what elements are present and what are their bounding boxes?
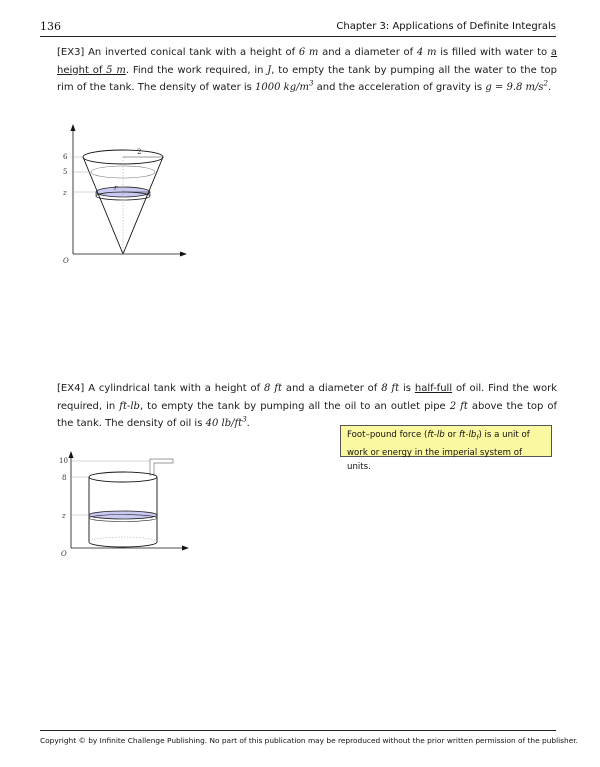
fig2-label-z: z <box>62 512 66 520</box>
example-4-text: [EX4] A cylindrical tank with a height of 8 ft and a diameter of 8 ft is half-full of oil. Find the work required, in ft-lb, to empty the tank by pumping all the oil to an outlet pipe 2 ft above the top of the tank. The density of oil is 40 $lb/ft^3$. <box>57 383 558 430</box>
fig1-label-fill: 5 <box>63 168 68 176</box>
ex4-height: 8 ft <box>264 383 282 394</box>
fig1-label-origin: O <box>63 257 69 265</box>
cylinder-top-rim <box>89 472 157 482</box>
fig1-label-radius: 2 <box>137 148 142 156</box>
fig1-label-r: r <box>114 184 118 192</box>
definition-note: Foot–pound force (ft-lb or $ft-lb_f$) is a unit of work or energy in the imperial system of units. <box>340 425 552 457</box>
ex4-density: 40 $lb/ft^3$ <box>205 415 247 430</box>
fig2-label-pipe: 10 <box>59 457 68 465</box>
cylindrical-tank-diagram <box>55 450 195 562</box>
ex3-unit: J <box>267 64 272 76</box>
fig1-label-top: 6 <box>63 153 68 161</box>
cone-right-side <box>123 157 163 254</box>
ex3-gravity: g = 9.8 $m/s^2$ <box>485 79 548 94</box>
ex3-fill-phrase: a height of 5 m <box>57 47 557 76</box>
cylinder-bottom <box>89 542 157 547</box>
copyright-icon: © <box>78 736 86 745</box>
page-footer <box>40 730 578 747</box>
copyright-text: by Infinite Challenge Publishing. No part of this publication may be reproduced without the prior written permission of the publisher. <box>88 736 578 745</box>
fig2-label-origin: O <box>61 550 67 558</box>
ex4-diameter: 8 ft <box>381 383 400 394</box>
oil-slice-ellipse <box>89 511 157 519</box>
chapter-title: Chapter 3: Applications of Definite Integrals <box>336 21 556 32</box>
ex3-height: 6 m <box>298 47 319 58</box>
fig1-label-z: z <box>63 189 67 197</box>
fig2-label-top: 8 <box>62 474 67 482</box>
cone-left-side <box>83 157 123 254</box>
z-axis-arrow-icon <box>69 451 74 458</box>
note-term: Foot–pound force <box>347 430 422 440</box>
outlet-pipe <box>150 459 173 476</box>
example-3-tag: [EX3] <box>57 47 85 58</box>
x-axis-arrow-icon <box>182 546 189 551</box>
ex4-pipe-height: 2 ft <box>449 400 468 412</box>
ex4-unit: ft-lb <box>119 400 140 412</box>
z-axis-arrow-icon <box>71 124 76 131</box>
copyright-label: Copyright <box>40 736 77 745</box>
x-axis-arrow-icon <box>180 252 187 257</box>
page-header <box>40 20 556 37</box>
ex3-density: 1000 $kg/m^3$ <box>255 79 314 94</box>
example-3-text: [EX3] An inverted conical tank with a height of 6 m and a diameter of 4 m is filled with water to a height of 5 m. Find the work required, in J, to empty the tank by pumping all the water to the top rim of the tank. The density of water is 1000 $kg/m^3$ and the acceleration of gravity is g = 9.8 $m/s^2$. <box>57 47 557 94</box>
page-number: 136 <box>40 20 61 33</box>
ex4-fill-phrase: half-full <box>414 383 453 394</box>
example-4-tag: [EX4] <box>57 383 85 394</box>
ex3-diameter: 4 m <box>416 47 437 58</box>
conical-tank-diagram <box>55 120 195 270</box>
